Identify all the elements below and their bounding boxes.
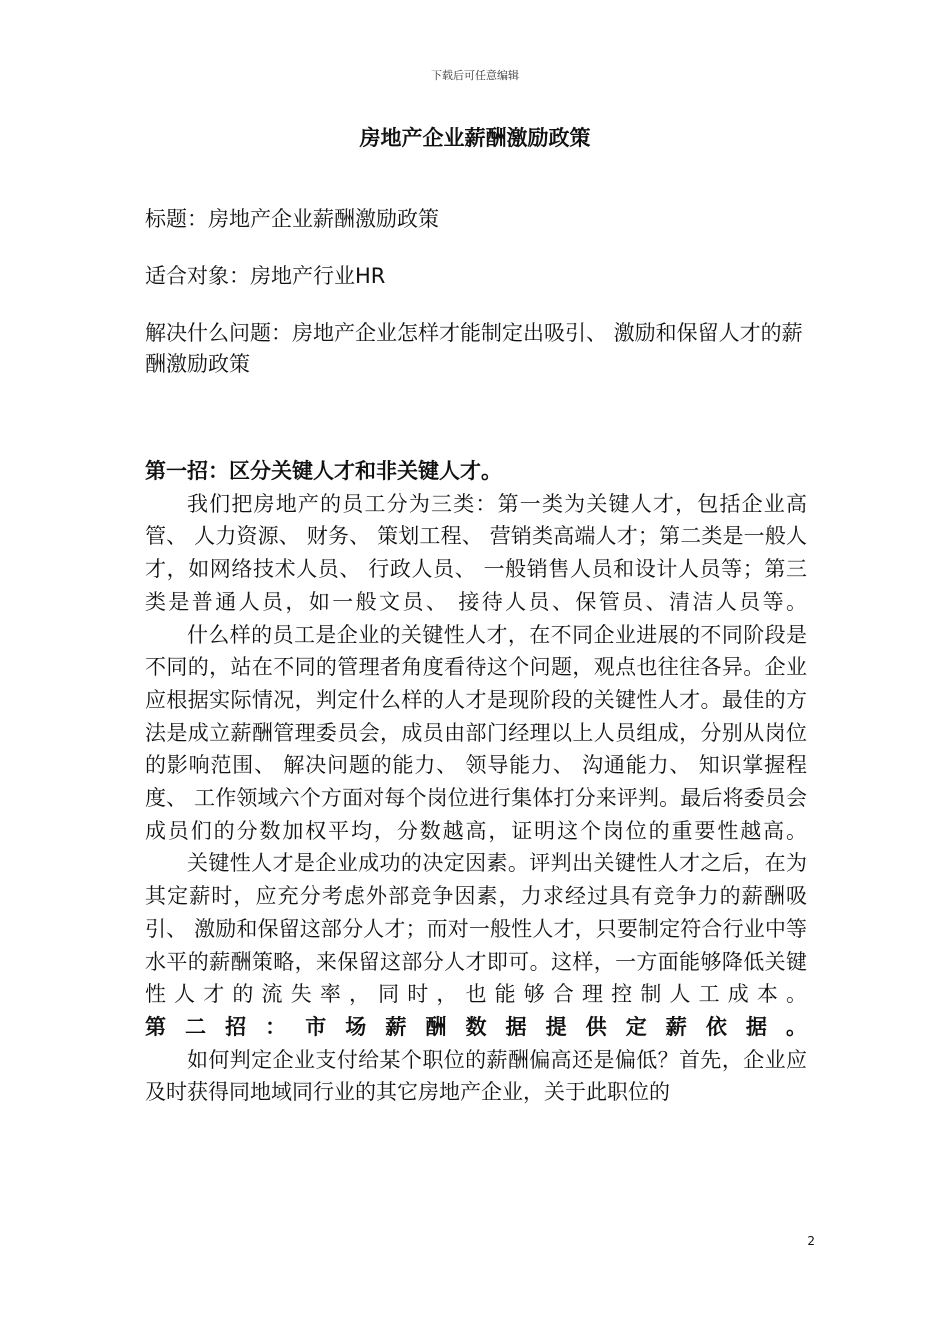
paragraph: 我们把房地产的员工分为三类：第一类为关键人才，包括企业高管、 人力资源、 财务、 策划工程、 营销类高端人才；第二类是一般人才，如网络技术人员、 行政人员、 一般销售人员和设计人员等；第三类是普通人员，如一般文员、 接待人员、保管员、清洁人员等。 xyxy=(145,491,807,614)
document-title: 房地产企业薪酬激励政策 xyxy=(359,126,591,150)
meta-audience-line: 适合对象：房地产行业HR xyxy=(145,264,386,288)
page-number: 2 xyxy=(807,1234,815,1248)
meta-title-line: 标题：房地产企业薪酬激励政策 xyxy=(145,207,439,231)
paragraph: 如何判定企业支付给某个职位的薪酬偏高还是偏低？首先，企业应及时获得同地域同行业的其它房地产企业，关于此职位的 xyxy=(145,1047,807,1105)
paragraph: 关键性人才是企业成功的决定因素。评判出关键性人才之后，在为其定薪时，应充分考虑外部竞争因素，力求经过具有竞争力的薪酬吸引、 激励和保留这部分人才；而对一般性人才，只要制定符合行业中等水平的薪酬策略，来保留这部分人才即可。这样，一方面能够降低关键性人才的流失率，同时，也能够合理控制人工成本。 xyxy=(145,851,807,1007)
paragraph: 什么样的员工是企业的关键性人才，在不同企业进展的不同阶段是不同的，站在不同的管理者角度看待这个问题，观点也往往各异。企业应根据实际情况，判定什么样的人才是现阶段的关键性人才。最佳的方法是成立薪酬管理委员会，成员由部门经理以上人员组成，分别从岗位的影响范围、 解决问题的能力、 领导能力、 沟通能力、 知识掌握程度、 工作领域六个方面对每个岗位进行集体打分来评判。最后将委员会成员们的分数加权平均，分数越高，证明这个岗位的重要性越高。 xyxy=(145,622,807,843)
meta-problem-line: 解决什么问题：房地产企业怎样才能制定出吸引、 激励和保留人才的薪酬激励政策 xyxy=(145,321,803,376)
section-heading-2: 第二招：市场薪酬数据提供定薪依据。 xyxy=(145,1014,807,1039)
page-header-note: 下载后可任意编辑 xyxy=(431,69,519,82)
section-heading-1: 第一招：区分关键人才和非关键人才。 xyxy=(145,459,502,483)
document-body xyxy=(145,455,807,1109)
